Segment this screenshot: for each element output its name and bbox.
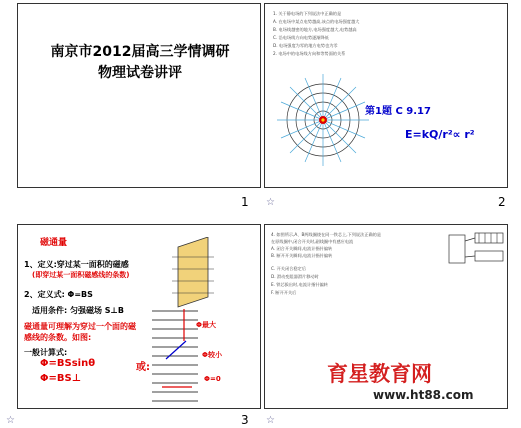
field-lines-diagram	[152, 307, 200, 407]
slide-star-icon[interactable]: ☆	[266, 415, 275, 426]
slide-number-1: 1	[241, 195, 249, 209]
formula-text: E=kQ/r²∝ r²	[405, 128, 475, 141]
slide-2[interactable]: 1. 关于静电场的下列说法中正确的是 A. 在电场中某点电势越高,该点的电场强度越大 B. 电场线越密的地方,电场强度越大,电势越高 C. 沿电场线方向电势逐渐降低 D. 电场强度为零的地方电势也为零 2. 电场中的电场线方向和等势面的关系 第1题 C 9.17 E=kQ/r²∝ r²	[264, 3, 508, 188]
slide-1[interactable]	[17, 3, 261, 188]
electric-field-diagram	[275, 72, 371, 168]
answer-text: 第1题 C 9.17	[365, 106, 431, 117]
circuit-diagram	[445, 229, 507, 269]
slide-3[interactable]: 磁通量 1、定义:穿过某一面积的磁感 (即穿过某一面积磁感线的条数) 2、定义式: Φ=BS 适用条件: 匀强磁场 S⊥B 磁通量可理解为穿过一个面的磁 感线的条数。如图: 一般计算式: Φ=BSsinθ 或: Φ=BS⊥ Φ最大 Φ较小 Φ=0	[17, 224, 261, 409]
slide-star-icon[interactable]: ☆	[266, 197, 275, 208]
watermark-cn: 育星教育网	[327, 362, 432, 386]
slide-number-2: 2	[498, 195, 506, 209]
slide-3-heading: 磁通量	[40, 238, 68, 248]
slide-4[interactable]: 4. 如图所示,A、B两线圈绕在同一铁芯上,下列说法正确的是 在原线圈中,闭合开关时,副线圈中有感应电流 A. 闭合开关瞬间,电流计指针偏转 B. 断开开关瞬间,电流计指针偏转 C. 开关闭合稳定后 D. 滑动变阻器滑片移动时 E. 铁芯拔出时,电流计指针偏转 F. 断开开关后 育星教育网 www.ht88.com	[264, 224, 508, 409]
magnetic-flux-plate	[172, 237, 214, 309]
slide-1-title: 南京市2012届高三学情调研 物理试卷讲评	[50, 44, 230, 81]
slide-star-icon[interactable]: ☆	[6, 415, 15, 426]
watermark-url: www.ht88.com	[373, 388, 474, 402]
slide-number-3: 3	[241, 413, 249, 427]
